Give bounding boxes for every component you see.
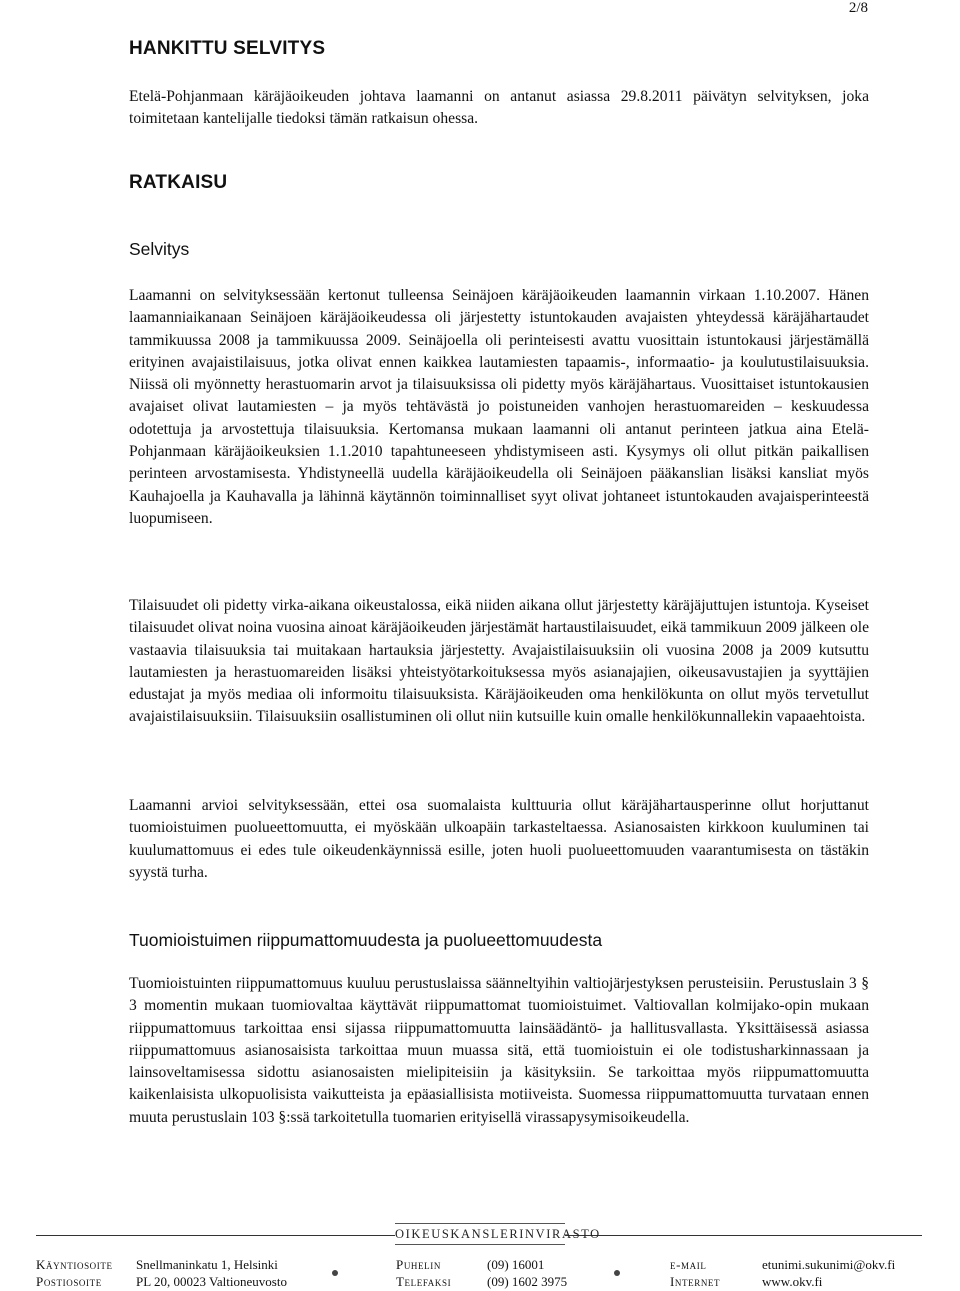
subsection-title-riippumattomuus: Tuomioistuimen riippumattomuudesta ja puolueettomuudesta (129, 930, 603, 950)
paragraph-selvitys-2: Tilaisuudet oli pidetty virka-aikana oikeustalossa, eikä niiden aikana ollut järjestetty käräjäjuttujen istuntoja. Kyseiset tilaisuudet olivat noina vuosina ainoat käräjäoikeuden järjestämät hartaustilaisuudet, eikä tammikuun 2009 jälkeen ole vastaavia tilaisuuksia tai muitakaan hartauksia järjestetty. Avajaistilaisuuksiin oli vuosina 2008 ja 2009 kutsuttu lautamiesten ja herastuomareiden lisäksi yhteistyötarkoituksessa myös asianajajien, oikeusavustajien ja syyttäjien edustajat ja myös mediaa oli informoitu tilaisuuksista. Käräjäoikeuden oma henkilökunta on ollut myös tervetullut avajaistilaisuuksiin. Tilaisuuksiin osallistuminen oli ollut niin kutsuille kuin omalle henkilökunnallekin vapaaehtoista. (129, 597, 869, 726)
footer-puhelin-value: (09) 16001 (487, 1257, 545, 1272)
footer-internet-value[interactable]: www.okv.fi (762, 1274, 823, 1289)
footer-telefaksi-label: Telefaksi (396, 1274, 452, 1289)
subsection-title-selvitys: Selvitys (129, 239, 190, 259)
page-number: 2/8 (848, 0, 868, 16)
section-title-hankittu-selvitys: HANKITTU SELVITYS (129, 38, 326, 59)
footer-email-label: e-mail (670, 1257, 707, 1272)
footer-postiosoite-label: Postiosoite (36, 1274, 102, 1289)
footer-internet-label: Internet (670, 1274, 721, 1289)
footer-logo (395, 1223, 601, 1245)
footer-telefaksi-value: (09) 1602 3975 (487, 1274, 568, 1289)
footer-separator-dot (332, 1270, 338, 1276)
paragraph-hankittu-selvitys: Etelä-Pohjanmaan käräjäoikeuden johtava laamanni on antanut asiassa 29.8.2011 päivätyn selvityksen, joka toimitetaan kantelijalle tiedoksi tämän ratkaisun ohessa. (129, 88, 869, 128)
footer-kayntiosoite-label: Käyntiosoite (36, 1257, 113, 1272)
section-title-ratkaisu: RATKAISU (129, 172, 228, 193)
paragraph-selvitys-3: Laamanni arvioi selvityksessään, ettei osa suomalaista kulttuuria ollut käräjähartausperinne ollut horjuttanut tuomioistuimen puolueettomuutta, ei myöskään ulkoapäin tarkasteltaessa. Asianosaisten kirkkoon kuuluminen tai kuulumattomuus ei edes tule oikeudenkäynnissä esille, joten huoli puolueettomuuden vaarantumisesta on tästäkin syystä turha. (129, 797, 869, 881)
footer-kayntiosoite-value: Snellmaninkatu 1, Helsinki (136, 1257, 278, 1272)
footer-separator-dot (614, 1270, 620, 1276)
footer-puhelin-label: Puhelin (396, 1257, 441, 1272)
footer-postiosoite-value: PL 20, 00023 Valtioneuvosto (136, 1274, 287, 1289)
footer-logo-text: OIKEUSKANSLERINVIRASTO (395, 1227, 601, 1241)
paragraph-riippumattomuus: Tuomioistuinten riippumattomuus kuuluu perustuslaissa säänneltyihin valtiojärjestyksen perusteisiin. Perustuslain 3 § 3 momentin mukaan tuomiovaltaa käyttävät riippumattomat tuomioistuimet. Valtiovallan kolmijako-opin mukaan riippumattomuus tarkoittaa ensi sijassa riippumattomuutta lainsäädäntö- ja hallitusvallasta. Yksittäisessä asiassa riippumattomuus asianosaisista tarkoittaa muun muassa sitä, että tuomioistuin ei ole todistusharkinnassaan ja lainsoveltamisessa sidottu asianosaisten mielipiteisiin ja käsityksiin. Se tarkoittaa myös riippumattomuutta kaikenlaisista ulkopuolisista vaikutteista ja epäasiallisista motiiveista. Suomessa riippumattomuutta turvataan ennen muuta perustuslain 103 §:ssä tarkoitetulla tuomarien erityisellä virassapysymisoikeudella. (129, 975, 869, 1126)
paragraph-selvitys-1: Laamanni on selvityksessään kertonut tulleensa Seinäjoen käräjäoikeuden laamannin virkaan 1.10.2007. Hänen laamanniaikanaan Seinäjoen käräjäoikeudessa oli järjestetty istuntokauden avajaisten yhteydessä käräjähartaudet tammikuussa 2008 ja tammikuussa 2009. Seinäjoella oli perinteisesti avattu vuosittain istuntokausi järjestämällä erityinen avajaistilaisuus, jotka olivat ennen kaikkea lautamiesten tapaamis-, informaatio- ja koulutustilaisuuksia. Niissä oli myönnetty herastuomarin arvot ja tilaisuuksissa oli pidetty myös käräjähartaus. Vuosittaiset istuntokausien avajaiset olivat lautamiesten – ja myös tehtävästä jo poistuneiden vanhojen herastuomareiden – keskuudessa odotettuja ja arvostettuja tilaisuuksia. Kertomansa mukaan laamanni oli antanut perinteen jatkua aina Etelä-Pohjanmaan käräjäoikeuksien 1.1.2010 tapahtuneeseen yhdistymiseen asti. Kysymys oli ollut pitkän paikallisen perinteen arvostamisesta. Yhdistyneellä uudella käräjäoikeudella oli Seinäjoen pääkanslian lisäksi kansliat myös Kauhajoella ja Kauhavalla ja lähinnä käytännön toiminnalliset syyt olivat johtaneet istuntokauden avajaisperinteestä luopumiseen. (129, 287, 869, 527)
footer-email-value[interactable]: etunimi.sukunimi@okv.fi (762, 1257, 896, 1272)
